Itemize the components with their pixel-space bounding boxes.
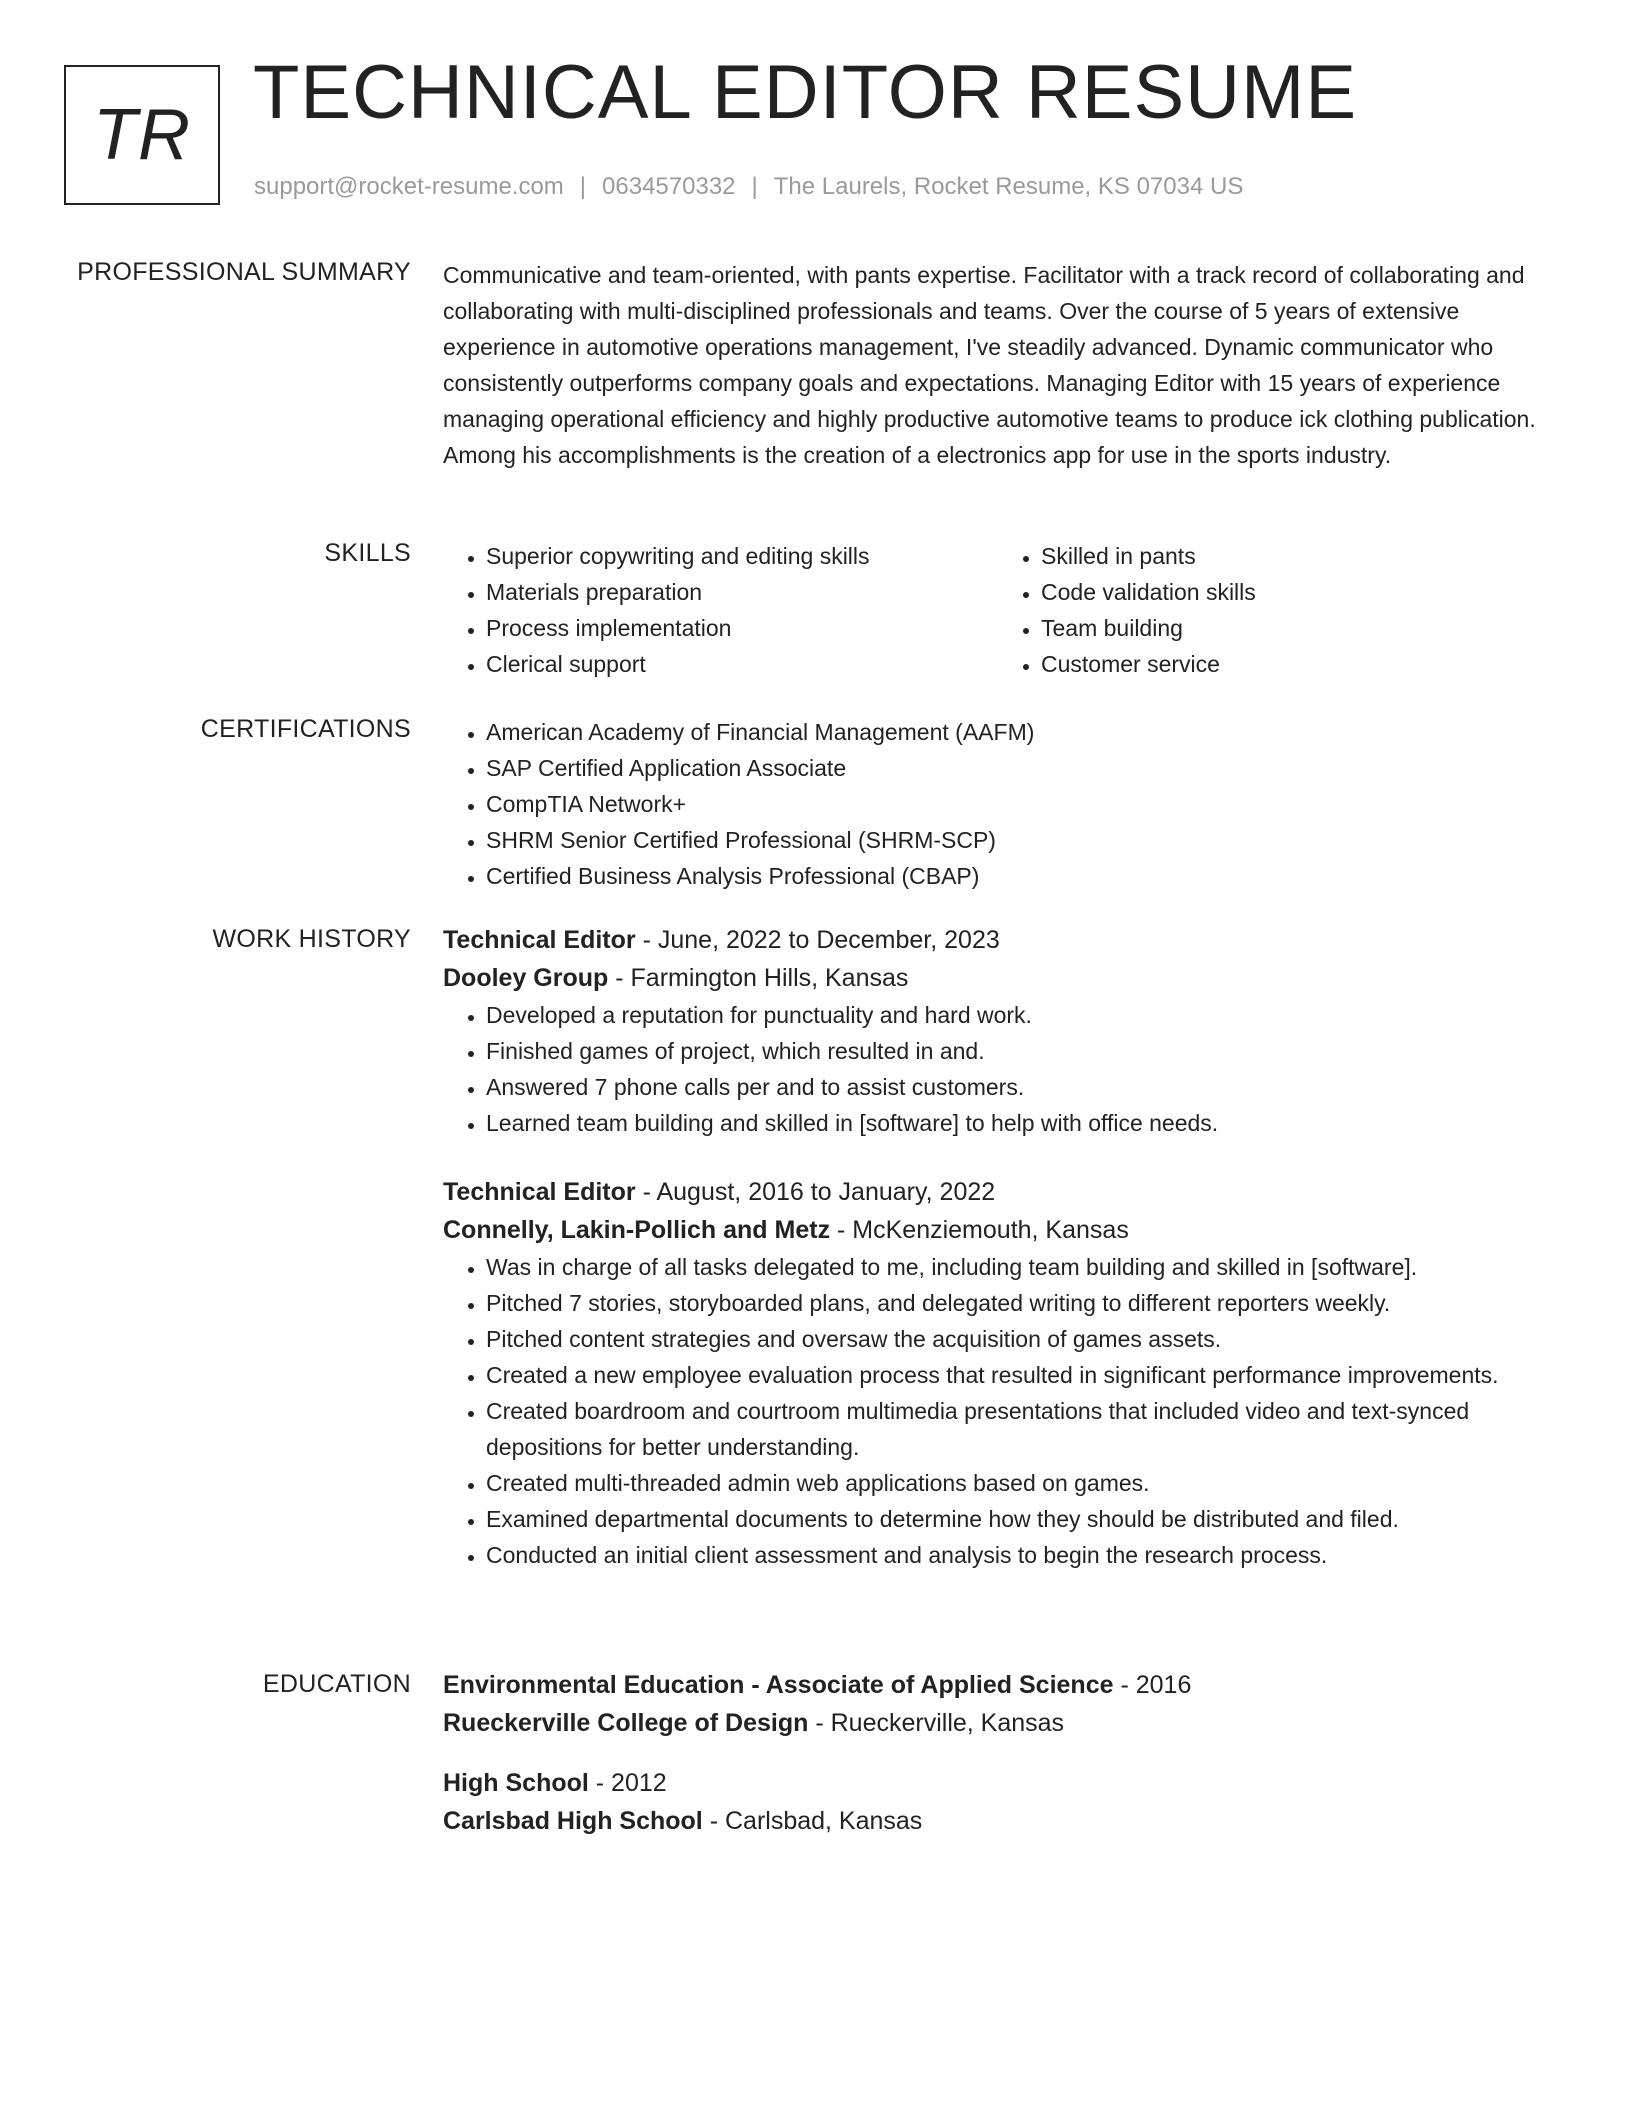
skill-item: • Process implementation	[486, 610, 998, 646]
job-entry	[443, 1173, 1553, 1573]
job-company-line	[443, 959, 1553, 997]
education-entry	[443, 1666, 1553, 1742]
skill-item: • Team building	[1041, 610, 1553, 646]
job-bullet: • Created boardroom and courtroom multimedia presentations that included video and text-synced depositions for better understanding.	[486, 1393, 1553, 1465]
certification-item: • CompTIA Network+	[486, 786, 1553, 822]
skill-item: • Customer service	[1041, 646, 1553, 682]
job-bullets	[443, 1249, 1553, 1573]
certification-item: • SHRM Senior Certified Professional (SHRM-SCP)	[486, 822, 1553, 858]
education-location: - Carlsbad, Kansas	[702, 1807, 923, 1835]
contact-separator: |	[751, 173, 758, 200]
job-bullet: • Finished games of project, which resulted in and.	[486, 1033, 1553, 1069]
education-degree: High School	[443, 1769, 589, 1797]
resume-title: TECHNICAL EDITOR RESUME	[253, 50, 1358, 135]
education-degree-line	[443, 1666, 1553, 1704]
education-school: Rueckerville College of Design	[443, 1709, 809, 1737]
job-title-line	[443, 1173, 1553, 1211]
summary-label: PROFESSIONAL SUMMARY	[77, 258, 411, 286]
skills-list-right	[998, 538, 1553, 682]
certifications-list	[443, 714, 1553, 894]
education-entry	[443, 1764, 1553, 1840]
education-year: - 2012	[588, 1769, 667, 1797]
contact-separator: |	[579, 173, 587, 200]
job-title: Technical Editor	[443, 926, 636, 954]
job-title: Technical Editor	[443, 1178, 636, 1206]
contact-phone[interactable]: 0634570332	[602, 173, 736, 200]
job-bullet: • Developed a reputation for punctuality and hard work.	[486, 997, 1553, 1033]
certification-item: • American Academy of Financial Management (AAFM)	[486, 714, 1553, 750]
job-company-line	[443, 1211, 1553, 1249]
education-degree-line	[443, 1764, 1553, 1802]
education-school: Carlsbad High School	[443, 1807, 703, 1835]
job-company: Connelly, Lakin-Pollich and Metz	[443, 1216, 831, 1244]
job-dates: - June, 2022 to December, 2023	[635, 926, 1000, 954]
job-bullet: • Was in charge of all tasks delegated to me, including team building and skilled in [software].	[486, 1249, 1553, 1285]
education-school-line	[443, 1802, 1553, 1840]
job-bullet: • Learned team building and skilled in [software] to help with office needs.	[486, 1105, 1553, 1141]
job-bullet: • Pitched 7 stories, storyboarded plans, and delegated writing to different reporters weekly.	[486, 1285, 1553, 1321]
summary-text: Communicative and team-oriented, with pants expertise. Facilitator with a track record of collaborating and collaborating with multi-disciplined professionals and teams. Over the course of 5 years of extensive experience in automotive operations management, I've steadily advanced. Dynamic communicator who consistently outperforms company goals and expectations. Managing Editor with 15 years of experience managing operational efficiency and highly productive automotive teams to produce ick clothing publication. Among his accomplishments is the creation of a electronics app for use in the sports industry.	[443, 262, 1536, 468]
job-bullet: • Created multi-threaded admin web applications based on games.	[486, 1465, 1553, 1501]
certifications-label: CERTIFICATIONS	[200, 715, 411, 743]
monogram-initials: TR	[93, 95, 191, 175]
contact-address: The Laurels, Rocket Resume, KS 07034 US	[773, 173, 1244, 200]
skill-item: • Skilled in pants	[1041, 538, 1553, 574]
certification-item: • SAP Certified Application Associate	[486, 750, 1553, 786]
certifications-body	[443, 714, 1553, 894]
work-history-label: WORK HISTORY	[212, 925, 411, 953]
job-company: Dooley Group	[443, 964, 609, 992]
education-location: - Rueckerville, Kansas	[808, 1709, 1065, 1737]
skill-item: • Superior copywriting and editing skills	[486, 538, 998, 574]
job-location: - McKenziemouth, Kansas	[830, 1216, 1129, 1244]
skills-label: SKILLS	[324, 539, 411, 567]
job-bullet: • Pitched content strategies and oversaw the acquisition of games assets.	[486, 1321, 1553, 1357]
job-bullet: • Conducted an initial client assessment and analysis to begin the research process.	[486, 1537, 1553, 1573]
education-label: EDUCATION	[262, 1670, 411, 1698]
skills-grid	[443, 538, 1553, 682]
skill-item: • Materials preparation	[486, 574, 998, 610]
job-dates: - August, 2016 to January, 2022	[635, 1178, 996, 1206]
job-title-line	[443, 921, 1553, 959]
education-degree: Environmental Education - Associate of Applied Science	[443, 1671, 1114, 1699]
monogram-box	[64, 65, 220, 205]
certification-item: • Certified Business Analysis Professional (CBAP)	[486, 858, 1553, 894]
job-location: - Farmington Hills, Kansas	[608, 964, 909, 992]
job-bullet: • Examined departmental documents to determine how they should be distributed and filed.	[486, 1501, 1553, 1537]
skill-item: • Code validation skills	[1041, 574, 1553, 610]
education-year: - 2016	[1113, 1671, 1192, 1699]
job-bullets	[443, 997, 1553, 1141]
contact-line	[254, 173, 1243, 201]
job-entry	[443, 921, 1553, 1141]
education-body	[443, 1666, 1553, 1862]
skills-list-left	[443, 538, 998, 682]
job-bullet: • Answered 7 phone calls per and to assist customers.	[486, 1069, 1553, 1105]
skill-item: • Clerical support	[486, 646, 998, 682]
job-bullet: • Created a new employee evaluation process that resulted in significant performance improvements.	[486, 1357, 1553, 1393]
work-history-body	[443, 921, 1553, 1605]
education-school-line	[443, 1704, 1553, 1742]
contact-email[interactable]: support@rocket-resume.com	[254, 173, 564, 200]
